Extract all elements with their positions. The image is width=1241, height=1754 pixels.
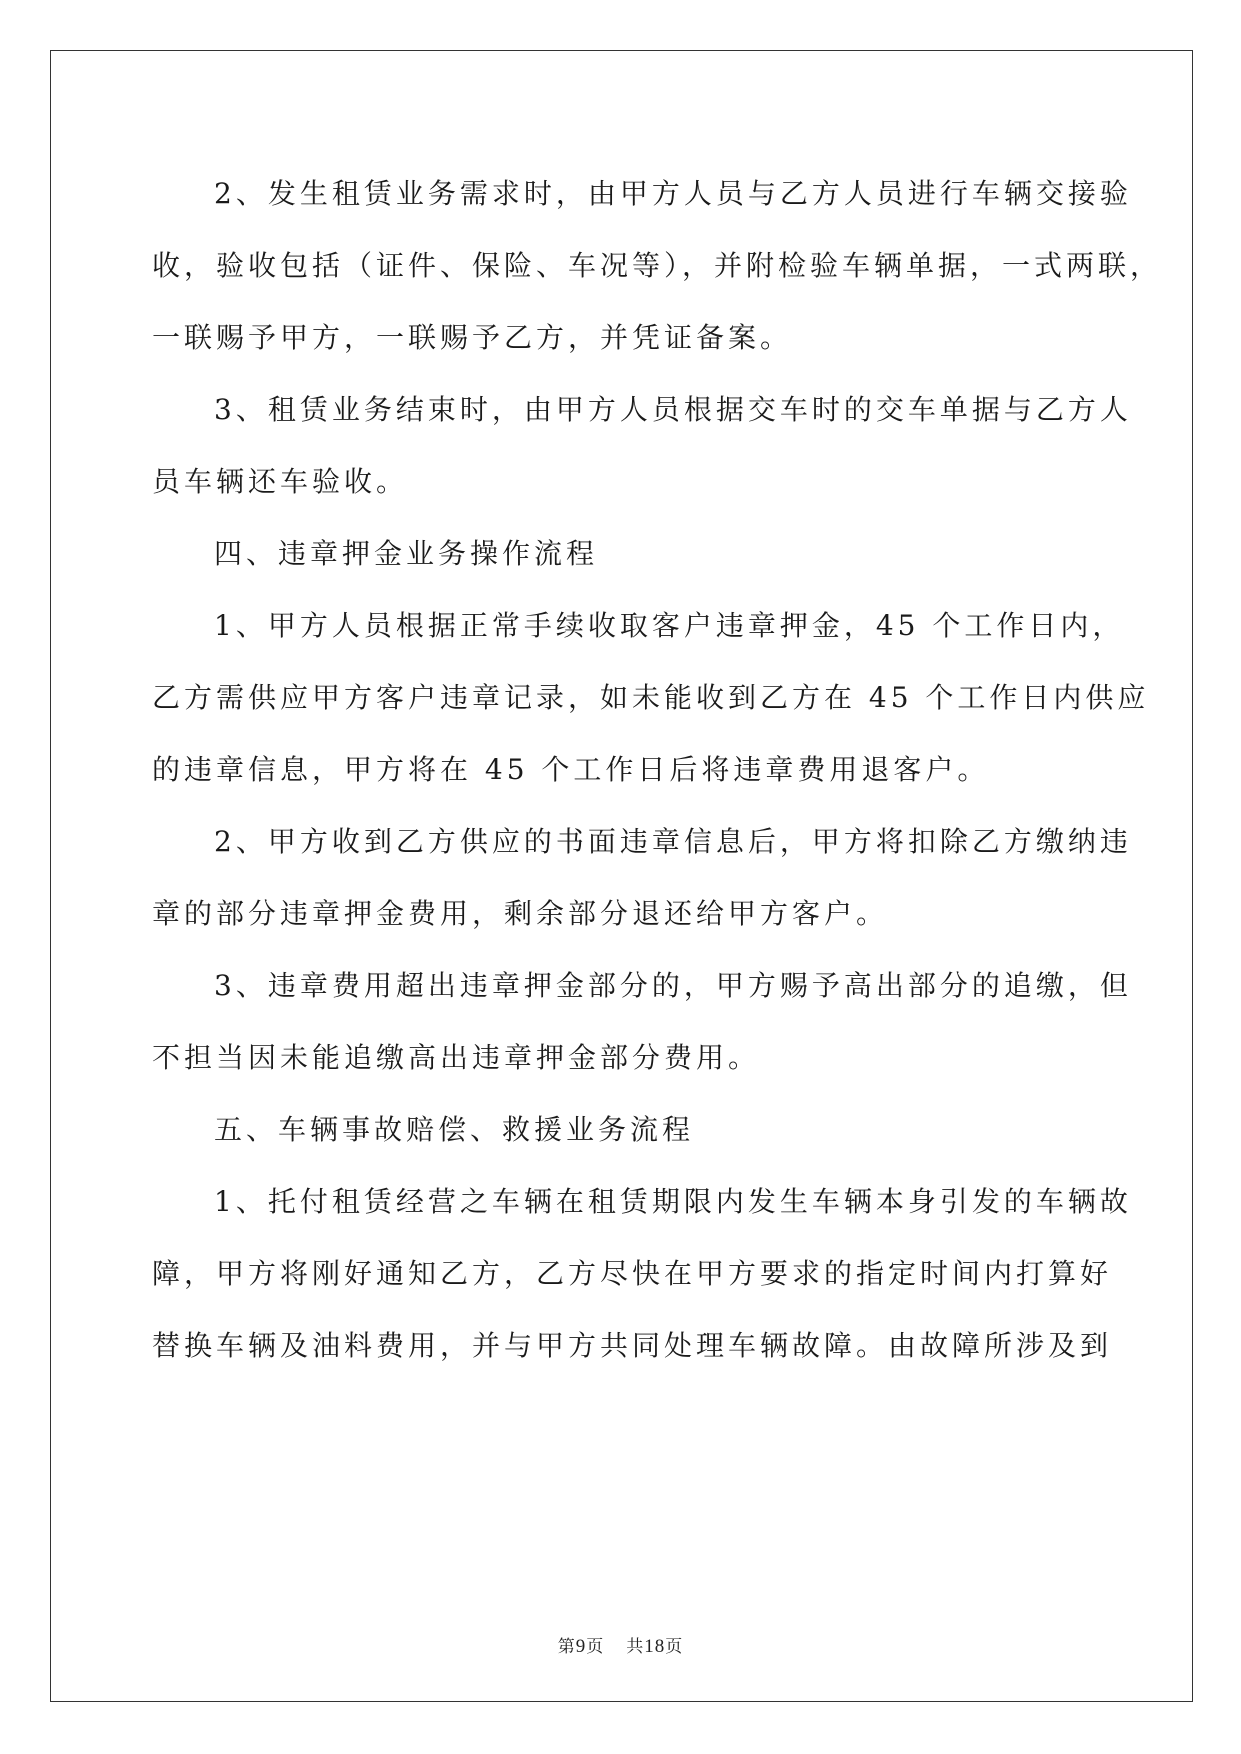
footer-total-suffix: 页: [665, 1637, 684, 1657]
page-number: 9: [575, 1636, 587, 1657]
total-pages: 18: [644, 1636, 666, 1657]
text-line: 2、发生租赁业务需求时，由甲方人员与乙方人员进行车辆交接验: [214, 177, 1132, 210]
text-line: 1、甲方人员根据正常手续收取客户违章押金，45 个工作日内，: [214, 609, 1125, 642]
text-line: 1、托付租赁经营之车辆在租赁期限内发生车辆本身引发的车辆故: [214, 1185, 1132, 1218]
text-line: 2、甲方收到乙方供应的书面违章信息后，甲方将扣除乙方缴纳违: [214, 825, 1132, 858]
text-line: 收，验收包括（证件、保险、车况等），并附检验车辆单据，一式两联，: [152, 249, 1163, 282]
section-heading: 五、车辆事故赔偿、救援业务流程: [214, 1113, 695, 1146]
footer-total-prefix: 共: [626, 1637, 645, 1657]
document-body: [152, 158, 1163, 1382]
text-line: 不担当因未能追缴高出违章押金部分费用。: [152, 1041, 761, 1074]
text-line: 3、租赁业务结束时，由甲方人员根据交车时的交车单据与乙方人: [214, 393, 1132, 426]
text-line: 员车辆还车验收。: [152, 465, 409, 498]
text-line: 章的部分违章押金费用，剩余部分退还给甲方客户。: [152, 897, 889, 930]
text-line: 的违章信息，甲方将在 45 个工作日后将违章费用退客户。: [152, 753, 990, 786]
text-line: 障，甲方将刚好通知乙方，乙方尽快在甲方要求的指定时间内打算好: [152, 1257, 1113, 1290]
page-footer: [0, 1632, 1241, 1658]
section-heading: 四、违章押金业务操作流程: [214, 537, 599, 570]
footer-prefix: 第: [557, 1637, 576, 1657]
text-line: 替换车辆及油料费用，并与甲方共同处理车辆故障。由故障所涉及到: [152, 1329, 1113, 1362]
footer-page-suffix: 页: [586, 1637, 605, 1657]
text-line: 3、违章费用超出违章押金部分的，甲方赐予高出部分的追缴，但: [214, 969, 1132, 1002]
text-line: 乙方需供应甲方客户违章记录，如未能收到乙方在 45 个工作日内供应: [152, 681, 1150, 714]
text-line: 一联赐予甲方，一联赐予乙方，并凭证备案。: [152, 321, 793, 354]
